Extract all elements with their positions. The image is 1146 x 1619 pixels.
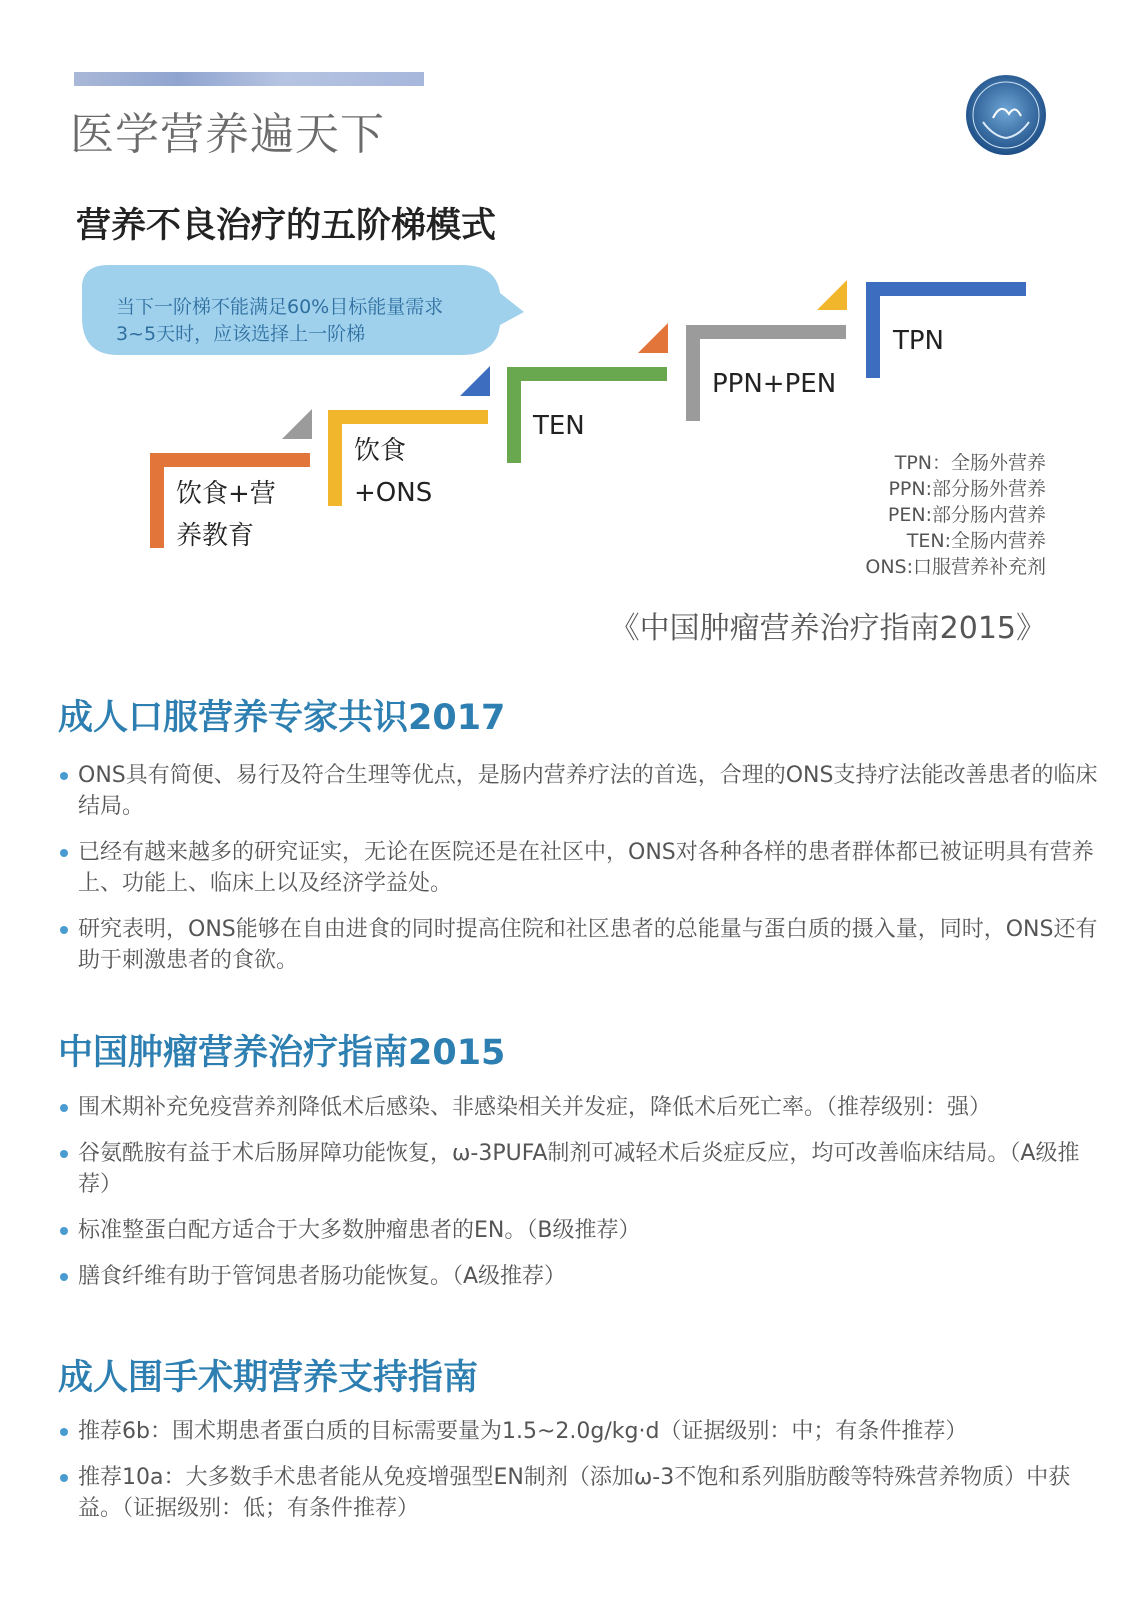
bullet-item: ONS具有简便、易行及符合生理等优点，是肠内营养疗法的首选，合理的ONS支持疗法能改善患者的临床结局。: [58, 760, 1108, 822]
bullet-item: 推荐6b：围术期患者蛋白质的目标需要量为1.5~2.0g/kg·d（证据级别：中；有条件推荐）: [58, 1416, 1108, 1447]
guideline-citation: 《中国肿瘤营养治疗指南2015》: [609, 611, 1046, 646]
step-2-label: 饮食 +ONS: [354, 436, 433, 508]
bullet-item: 研究表明，ONS能够在自由进食的同时提高住院和社区患者的总能量与蛋白质的摄入量，同时，ONS还有助于刺激患者的食欲。: [58, 914, 1108, 976]
section-4-bullet-list: [58, 1416, 1108, 1539]
callout-line-1: 当下一阶梯不能满足60%目标能量需求: [116, 296, 444, 318]
section-3-bullet-list: [58, 1092, 1108, 1307]
bullet-item: 推荐10a：大多数手术患者能从免疫增强型EN制剂（添加ω-3不饱和系列脂肪酸等特殊营养物质）中获益。（证据级别：低；有条件推荐）: [58, 1462, 1108, 1524]
page-header-title: 医学营养遍天下: [70, 109, 385, 160]
step-2-arrow: [460, 366, 490, 396]
step-3-arrow: [638, 323, 668, 353]
bullet-item: 谷氨酰胺有益于术后肠屏障功能恢复，ω-3PUFA制剂可减轻术后炎症反应，均可改善临床结局。（A级推荐）: [58, 1138, 1108, 1200]
bullet-item: 已经有越来越多的研究证实，无论在医院还是在社区中，ONS对各种各样的患者群体都已被证明具有营养上、功能上、临床上以及经济学益处。: [58, 837, 1108, 899]
step-2-bar: [328, 410, 488, 424]
header-decoration-strip: [74, 72, 424, 86]
step-1-bar: [150, 453, 310, 467]
step-5-bar: [866, 282, 1026, 296]
callout-text: [116, 294, 443, 348]
legend-item: PEN:部分肠内营养: [887, 504, 1046, 526]
step-3-label: TEN: [533, 411, 585, 441]
abbreviation-legend: [865, 450, 1046, 580]
step-5-label: TPN: [893, 326, 945, 356]
step-4-bar: [686, 325, 846, 339]
bullet-item: 标准整蛋白配方适合于大多数肿瘤患者的EN。（B级推荐）: [58, 1215, 1108, 1246]
bullet-item: 围术期补充免疫营养剂降低术后感染、非感染相关并发症，降低术后死亡率。（推荐级别：强）: [58, 1092, 1108, 1123]
step-4-label: PPN+PEN: [712, 369, 837, 399]
legend-item: PPN:部分肠外营养: [888, 478, 1046, 500]
legend-item: ONS:口服营养补充剂: [865, 556, 1046, 578]
step-4-arrow: [817, 280, 847, 310]
legend-item: TEN:全肠内营养: [906, 530, 1046, 552]
step-1-label: 饮食+营 养教育: [176, 479, 276, 551]
step-3-bar: [507, 367, 667, 381]
ladder-section-title: 营养不良治疗的五阶梯模式: [76, 206, 497, 246]
section-4-heading: 成人围手术期营养支持指南: [58, 1358, 479, 1398]
section-2-bullet-list: [58, 760, 1108, 991]
brand-logo-icon: [965, 74, 1047, 156]
legend-item: TPN：全肠外营养: [894, 452, 1046, 474]
step-1-arrow: [282, 409, 312, 439]
callout-line-2: 3~5天时，应该选择上一阶梯: [116, 323, 366, 345]
section-2-heading: 成人口服营养专家共识2017: [58, 698, 506, 738]
section-3-heading: 中国肿瘤营养治疗指南2015: [58, 1033, 506, 1073]
bullet-item: 膳食纤维有助于管饲患者肠功能恢复。（A级推荐）: [58, 1261, 1108, 1292]
